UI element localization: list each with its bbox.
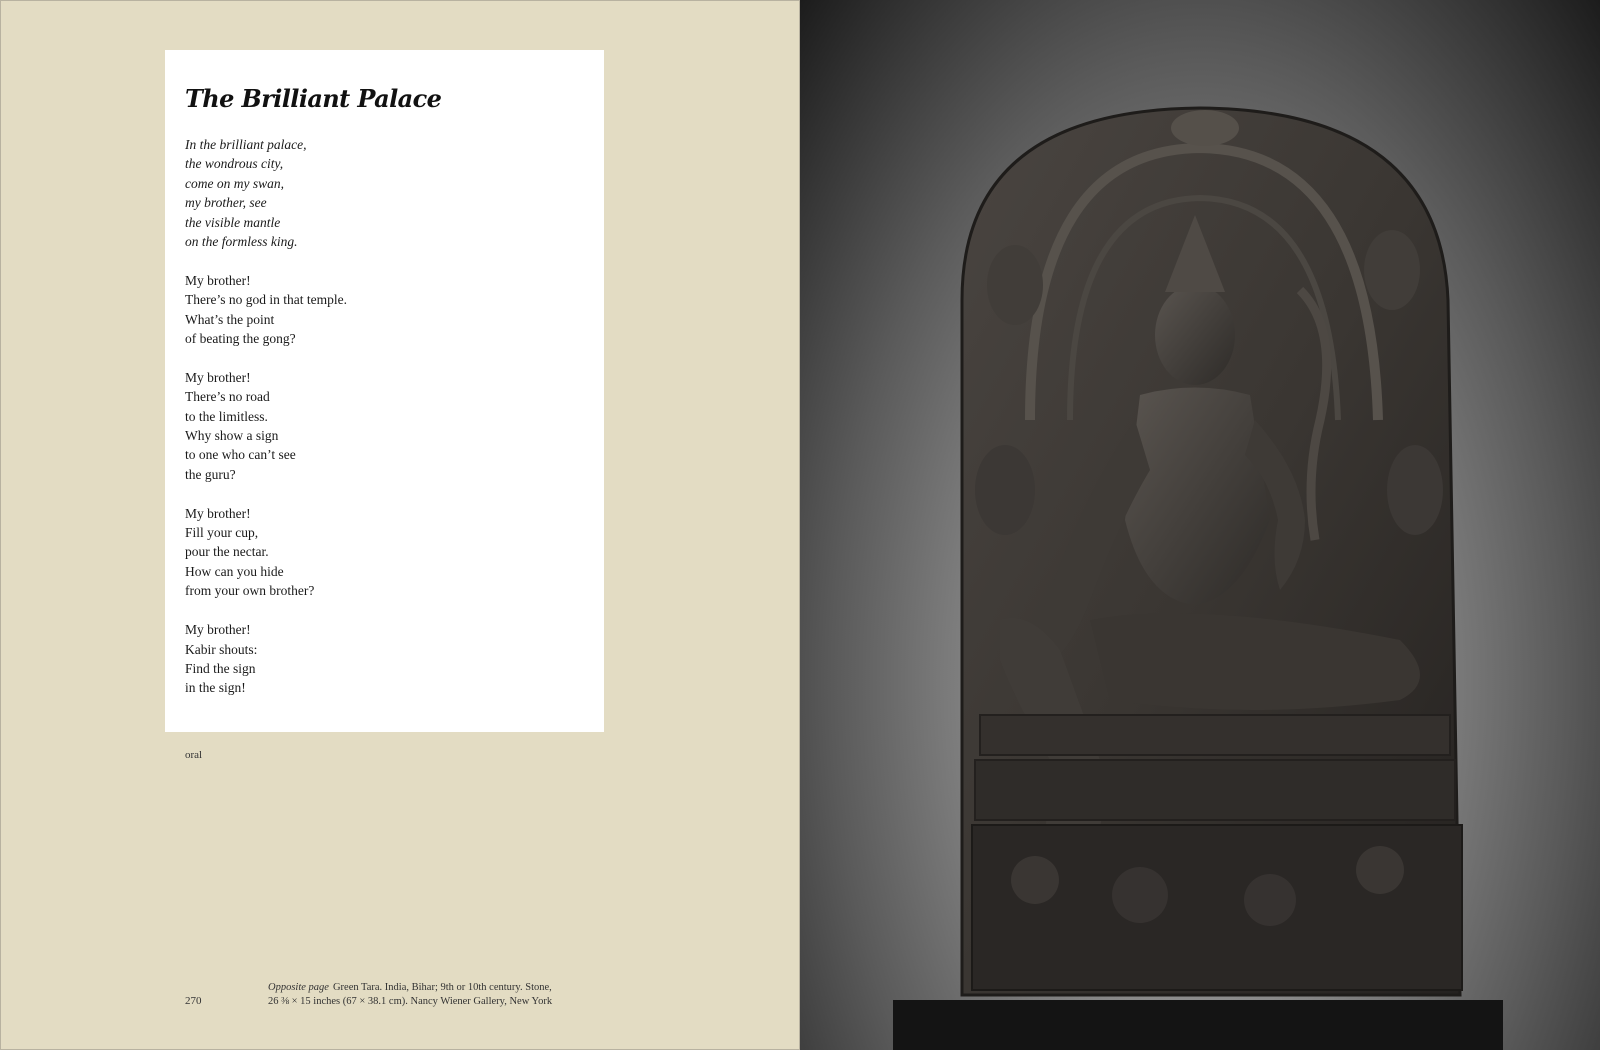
poem-line: Find the sign <box>185 660 256 676</box>
left-attendant <box>987 245 1043 325</box>
poem-line: come on my swan, <box>185 175 284 191</box>
poem-line: My brother! <box>185 369 251 385</box>
photo-caption <box>268 981 568 1009</box>
poem-body <box>185 135 585 717</box>
base-carving-1 <box>1011 856 1059 904</box>
poem-line: the guru? <box>185 466 236 482</box>
poem-line: the wondrous city, <box>185 156 284 172</box>
poem-line: from your own brother? <box>185 583 315 599</box>
plinth <box>893 1000 1503 1050</box>
right-lion <box>1387 445 1443 535</box>
poem-line: In the brilliant palace, <box>185 137 307 152</box>
caption-line-1: Green Tara. India, Bihar; 9th or 10th century. Stone, <box>332 982 552 993</box>
top-ornament <box>1171 110 1239 146</box>
poem-line: How can you hide <box>185 563 284 579</box>
figure-head <box>1155 285 1235 385</box>
right-attendant <box>1364 230 1420 310</box>
poem-stanza <box>185 504 585 601</box>
poem-stanza <box>185 135 585 251</box>
poem-stanza <box>185 368 585 484</box>
poem-line: in the sign! <box>185 680 246 696</box>
poem-line: my brother, see <box>185 195 267 211</box>
poem-line: What’s the point <box>185 311 275 327</box>
poem-line: My brother! <box>185 272 251 288</box>
poem-title: The Brilliant Palace <box>185 84 442 113</box>
poem-line: Fill your cup, <box>185 525 259 541</box>
poem-line: of beating the gong? <box>185 331 296 347</box>
poem-line: Why show a sign <box>185 428 279 444</box>
poem-line: pour the nectar. <box>185 544 269 560</box>
poem-stanza <box>185 271 585 349</box>
throne-cushion <box>980 715 1450 755</box>
poem-line: My brother! <box>185 622 251 638</box>
throne-lotus-tier <box>975 760 1455 820</box>
poem-line: to one who can’t see <box>185 447 296 463</box>
page-number: 270 <box>185 995 202 1007</box>
base-carving-4 <box>1356 846 1404 894</box>
left-lion <box>975 445 1035 535</box>
poem-line: There’s no road <box>185 389 270 405</box>
poem-line: Kabir shouts: <box>185 641 258 657</box>
sculpture-illustration <box>800 0 1600 1050</box>
poem-line: My brother! <box>185 505 251 521</box>
source-note: oral <box>185 749 203 761</box>
poem-line: the visible mantle <box>185 214 281 230</box>
sculpture-photo <box>800 0 1600 1050</box>
caption-lead: Opposite page <box>268 982 329 993</box>
poem-line: on the formless king. <box>185 234 298 250</box>
base-carving-3 <box>1244 874 1296 926</box>
poem-line: to the limitless. <box>185 408 268 424</box>
poem-stanza <box>185 620 585 698</box>
base-carving-2 <box>1112 867 1168 923</box>
poem-line: There’s no god in that temple. <box>185 292 347 308</box>
caption-line-2: 26 ⅜ × 15 inches (67 × 38.1 cm). Nancy Wiener Gallery, New York <box>268 996 553 1007</box>
poem-card <box>165 50 604 732</box>
